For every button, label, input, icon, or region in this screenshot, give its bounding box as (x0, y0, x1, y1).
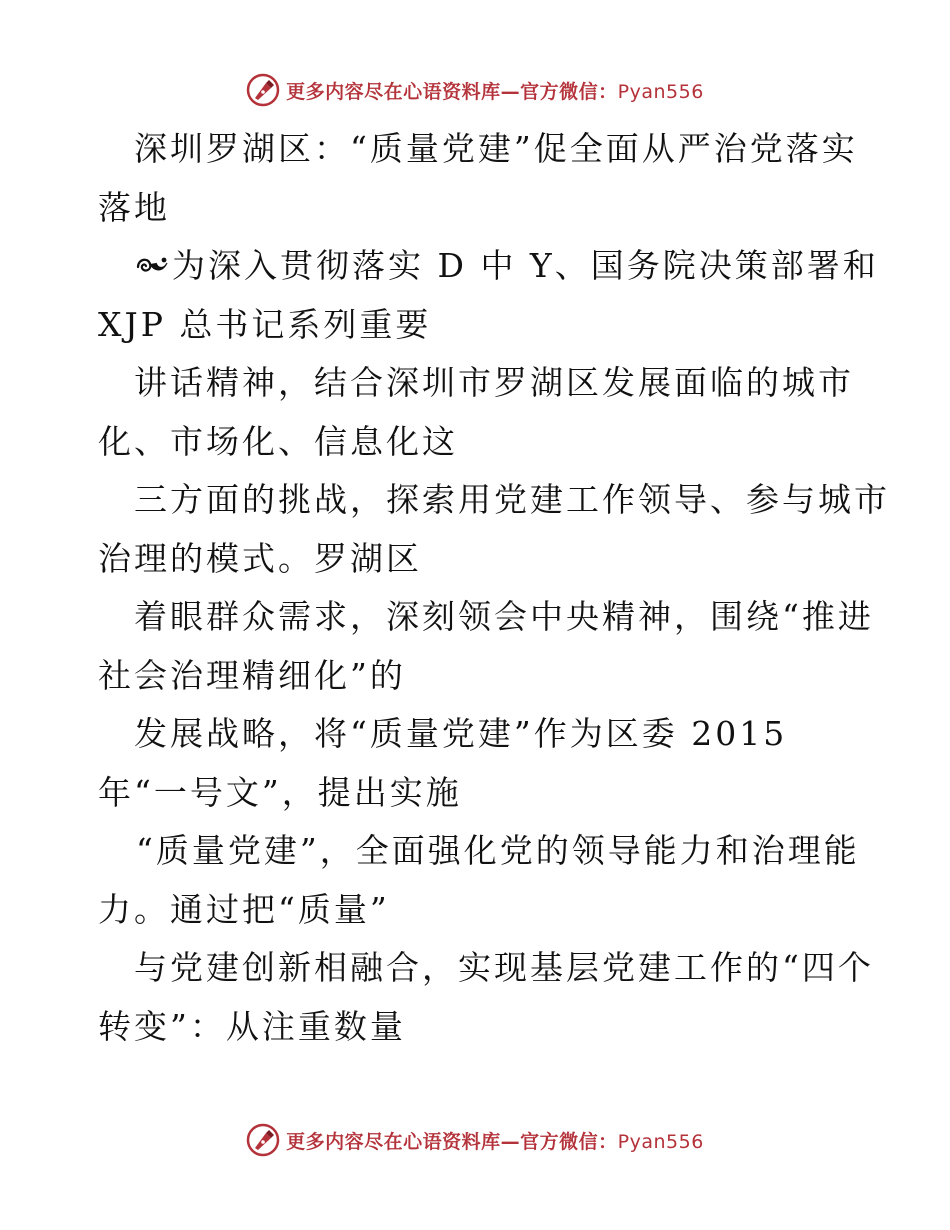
paragraph-line-with-fleuron (98, 237, 879, 296)
paragraph-line: 化、市场化、信息化这 (98, 421, 458, 461)
paragraph-line: “质量党建”，全面强化党的领导能力和治理能 (136, 831, 860, 870)
pen-nib-logo-icon (246, 1123, 280, 1157)
paragraph-line: 社会治理精细化”的 (98, 655, 406, 695)
footer-banner-label: 更多内容尽在心语资料库—官方微信： (286, 1130, 618, 1153)
paragraph-line: XJP 总书记系列重要 (98, 304, 432, 344)
footer-banner-handle: Pyan556 (617, 1130, 704, 1153)
header-banner-text (286, 77, 704, 104)
paragraph-line: 落地 (98, 187, 170, 227)
paragraph-line: 讲话精神，结合深圳市罗湖区发展面临的城市 (134, 363, 854, 402)
header-banner-handle: Pyan556 (617, 80, 704, 103)
paragraph-line: 转变”：从注重数量 (98, 1006, 406, 1046)
paragraph-line: 三方面的挑战，探索用党建工作领导、参与城市 (134, 480, 890, 519)
footer-banner-text (286, 1127, 704, 1154)
paragraph-line-text: 为深入贯彻落实 D 中 Y、国务院决策部署和 (172, 246, 879, 285)
paragraph-line: 年“一号文”，提出实施 (98, 772, 462, 812)
footer-banner (0, 1120, 950, 1160)
paragraph-line: 治理的模式。罗湖区 (98, 538, 422, 578)
paragraph-line: 着眼群众需求，深刻领会中央精神，围绕“推进 (134, 597, 874, 636)
paragraph-line: 发展战略，将“质量党建”作为区委 2015 (134, 714, 788, 753)
paragraph-line: 与党建创新相融合，实现基层党建工作的“四个 (134, 948, 874, 987)
pen-nib-logo-icon (246, 73, 280, 107)
footer-banner-inner (246, 1123, 704, 1157)
header-banner (0, 70, 950, 110)
paragraph-line: 深圳罗湖区：“质量党建”促全面从严治党落实 (134, 129, 858, 168)
fleuron-icon (134, 251, 170, 281)
header-banner-inner (246, 73, 704, 107)
paragraph-line: 力。通过把“质量” (98, 889, 390, 929)
document-body (98, 120, 890, 1056)
header-banner-label: 更多内容尽在心语资料库—官方微信： (286, 80, 618, 103)
